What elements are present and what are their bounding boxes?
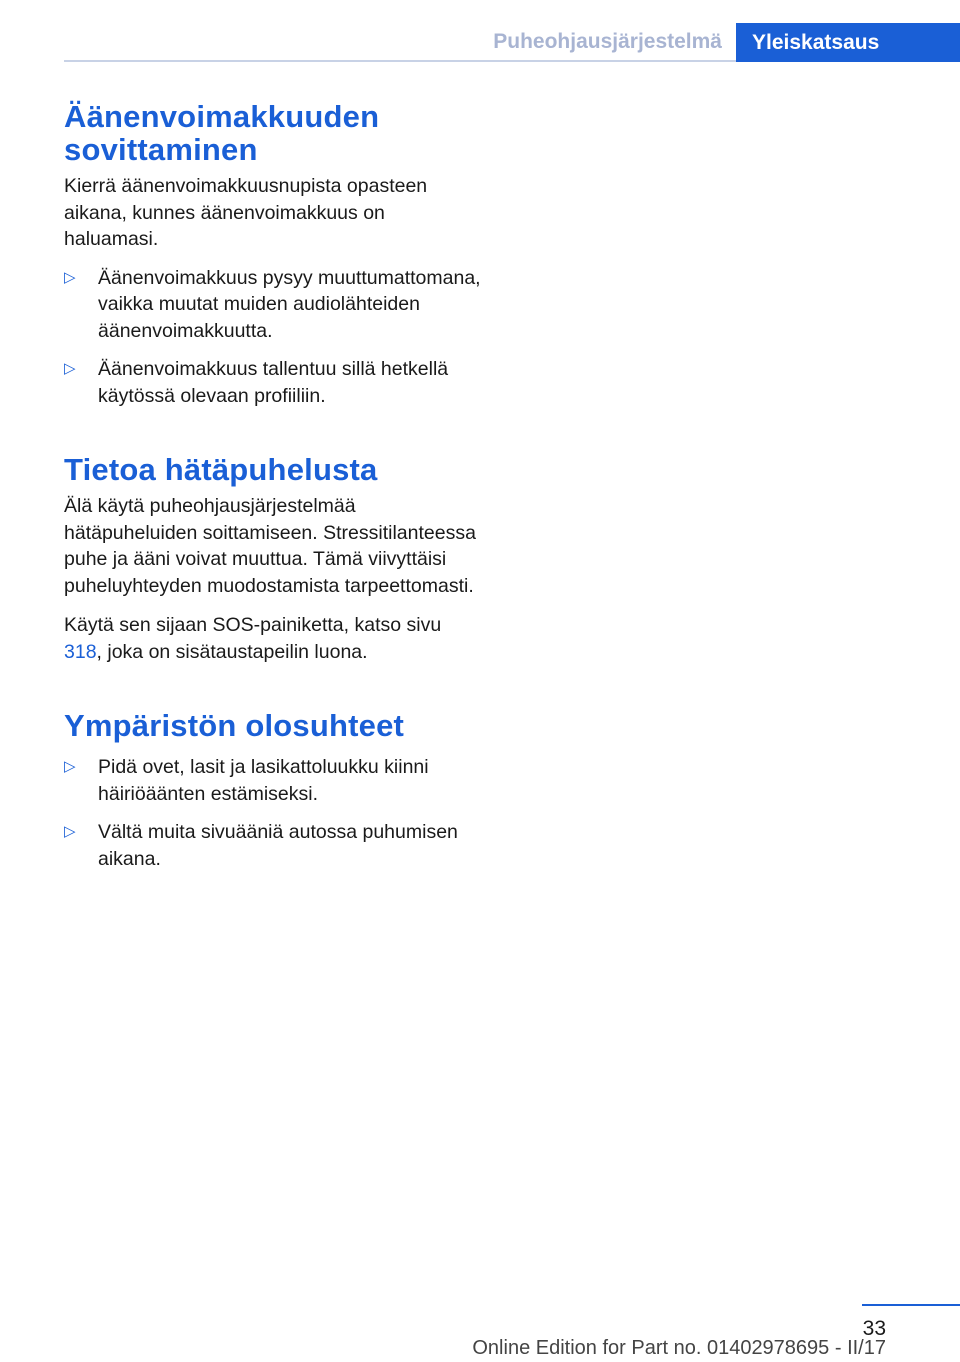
footer-rule <box>862 1304 960 1306</box>
page-number: 33 <box>862 1317 886 1340</box>
sos-text-prefix: Käytä sen sijaan SOS-painiketta, katso sivu <box>64 614 442 636</box>
page-reference-link[interactable]: 318 <box>64 640 97 663</box>
heading-volume: Äänenvoimakkuuden sovittaminen <box>64 99 380 167</box>
list-item-text: Vältä muita sivuääniä autossa puhumisen aikana. <box>98 821 458 870</box>
list-item <box>64 819 484 872</box>
list-item <box>64 356 484 409</box>
page-content <box>64 100 484 872</box>
triangle-bullet-icon: ▷ <box>64 823 76 840</box>
triangle-bullet-icon: ▷ <box>64 758 76 775</box>
list-item-text: Äänenvoimakkuus tallentuu sillä hetkellä käytössä olevaan profiiliin. <box>98 358 449 407</box>
list-item-text: Pidä ovet, lasit ja lasikattoluukku kiinni häiriöäänten estämiseksi. <box>98 756 429 805</box>
header-section-tab: Yleiskatsaus <box>736 23 960 62</box>
list-item <box>64 265 484 345</box>
heading-environment: Ympäristön olosuhteet <box>64 708 405 743</box>
paragraph-sos <box>64 612 484 665</box>
list-item <box>64 754 484 807</box>
heading-emergency-call: Tietoa hätäpuhelusta <box>64 452 378 487</box>
edition-note: Online Edition for Part no. 01402978695 - II/17 <box>472 1337 886 1359</box>
list-item-text: Äänenvoimakkuus pysyy muuttumattomana, vaikka muutat muiden audiolähteiden äänenvoimakkuutta. <box>98 266 481 342</box>
sos-text-suffix: , joka on sisätaustapeilin luona. <box>96 640 368 663</box>
triangle-bullet-icon: ▷ <box>64 268 76 286</box>
paragraph-emergency: Älä käytä puheohjausjärjestelmää hätäpuheluiden soittamiseen. Stressitilanteessa puhe ja ääni voivat muuttua. Tämä viivyttäisi puheluyhteyden muodostamista tarpeettomasti. <box>64 495 476 597</box>
header-chapter: Puheohjausjärjestelmä <box>493 30 722 53</box>
triangle-bullet-icon: ▷ <box>64 360 76 377</box>
paragraph-volume: Kierrä äänenvoimakkuusnupista opasteen aikana, kunnes äänenvoimakkuus on haluamasi. <box>64 175 428 250</box>
